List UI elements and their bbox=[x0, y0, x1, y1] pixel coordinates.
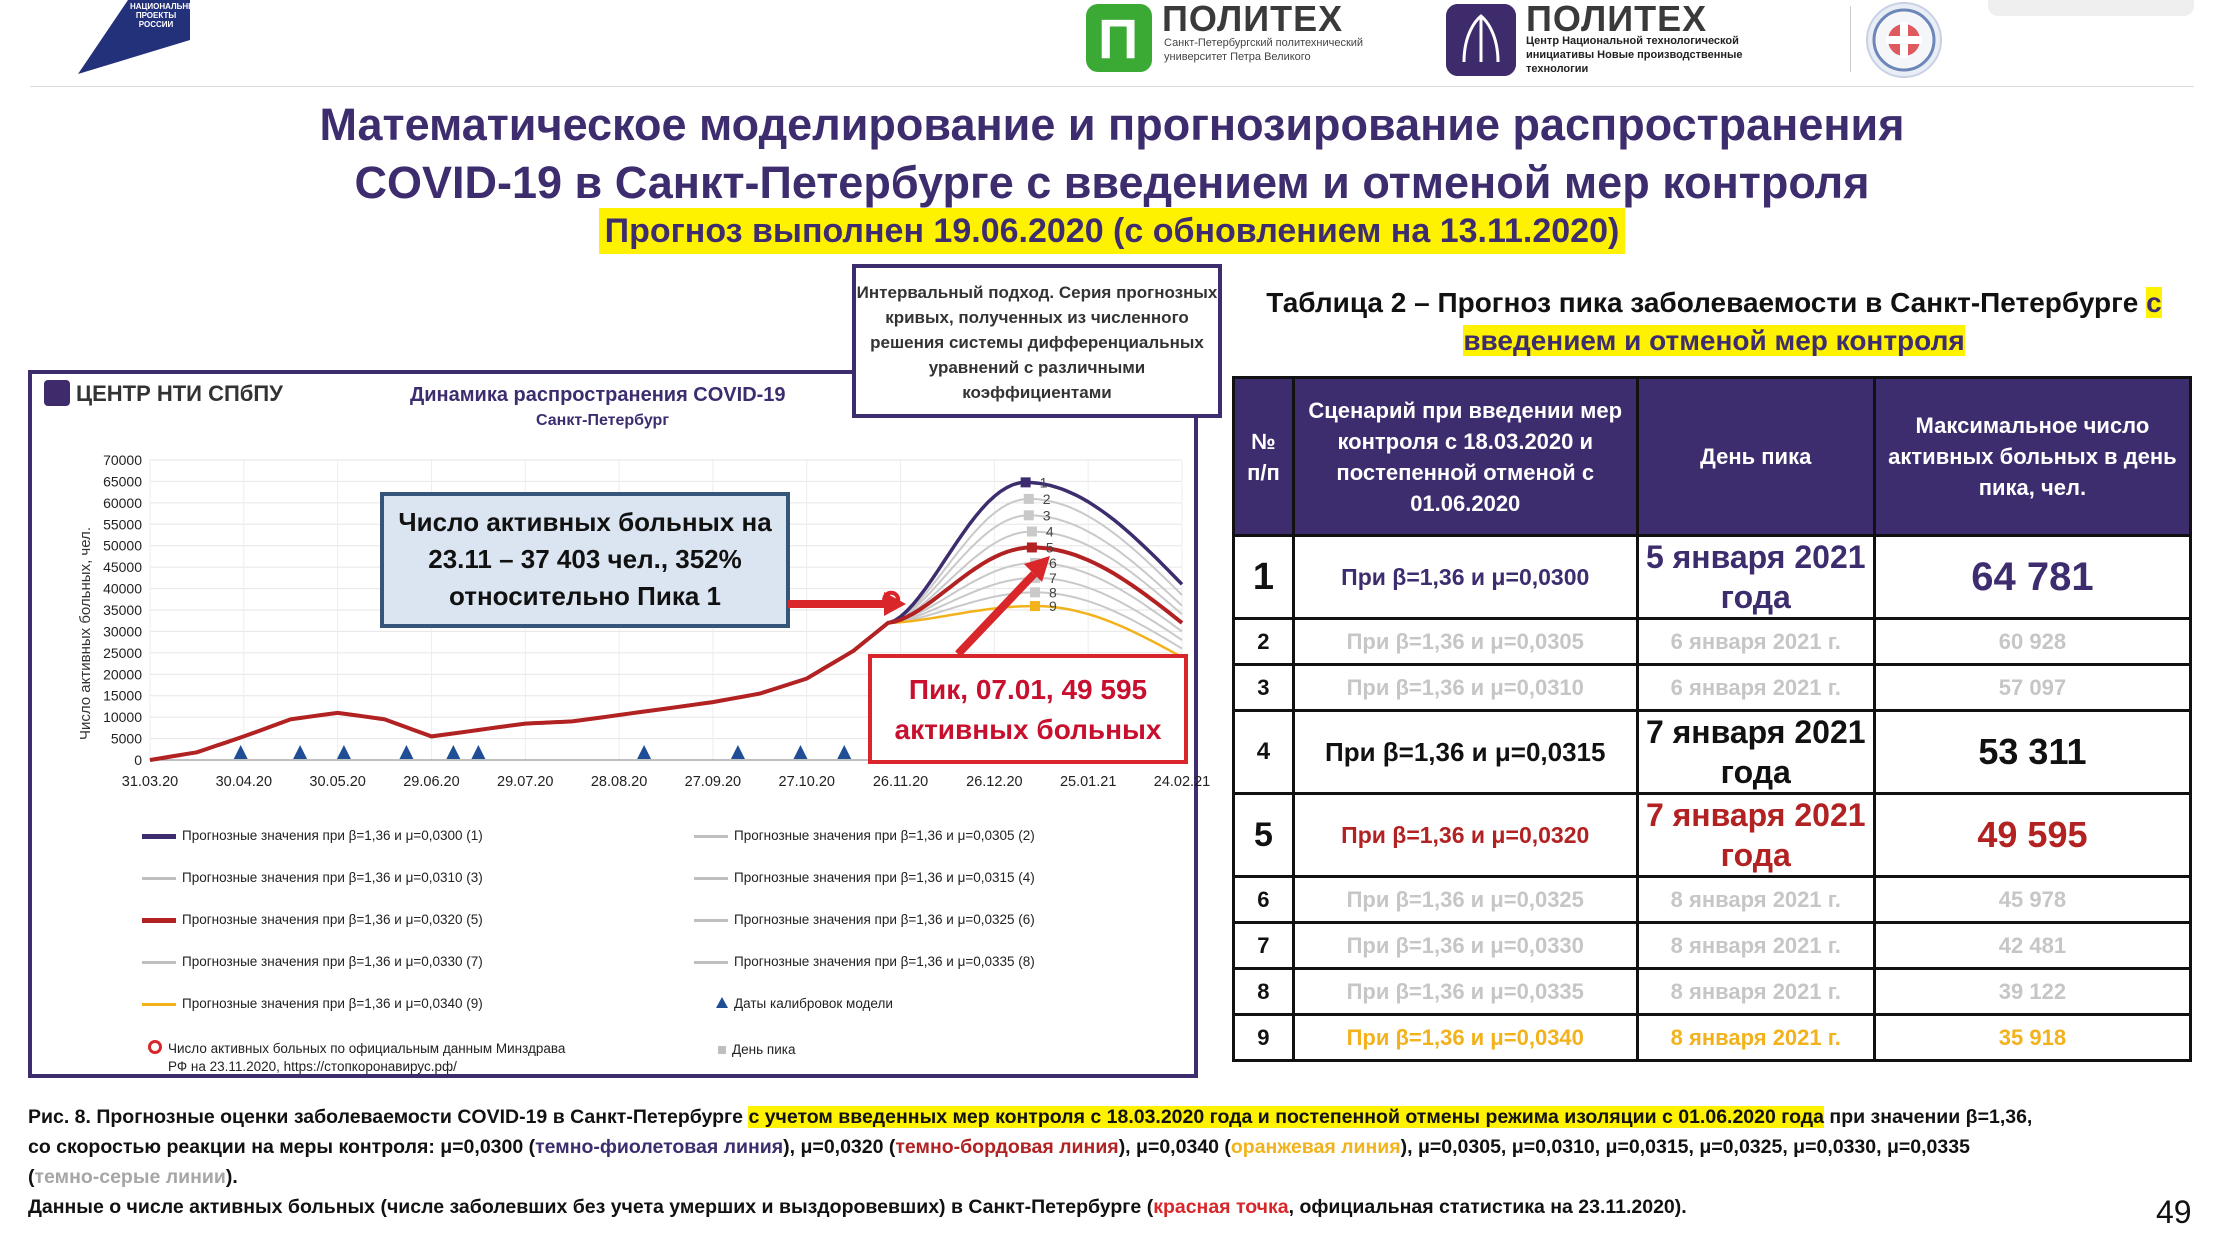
table-header-max-cases: Максимальное число активных больных в день пика, чел. bbox=[1874, 378, 2190, 536]
caption-line2: со скоростью реакции на меры контроля: μ=0,0300 (темно-фиолетовая линия), μ=0,0320 (темно-бордовая линия), μ=0,0340 (оранжевая линия), μ=0,0305, μ=0,0310, μ=0,0315, μ=0,0325, μ=0,0330, μ=0,0335 bbox=[28, 1136, 1970, 1158]
subtitle-wrap bbox=[0, 208, 2224, 254]
x-tick-label: 29.07.20 bbox=[497, 774, 554, 790]
legend-swatch bbox=[142, 877, 176, 880]
y-tick-label: 55000 bbox=[103, 516, 142, 533]
x-tick-label: 25.01.21 bbox=[1059, 774, 1117, 790]
legend-label: Прогнозные значения при β=1,36 и μ=0,0325 (6) bbox=[734, 912, 1035, 927]
legend-swatch bbox=[716, 997, 728, 1008]
legend-swatch bbox=[694, 877, 728, 880]
peak-label: 8 bbox=[1049, 584, 1057, 601]
page-number: 49 bbox=[2156, 1194, 2192, 1230]
header-divider bbox=[30, 86, 2194, 87]
table-row: 2 При β=1,36 и μ=0,0305 6 января 2021 г. 60 928 bbox=[1234, 619, 2191, 665]
table-row: 4 При β=1,36 и μ=0,0315 7 января 2021 года 53 311 bbox=[1234, 711, 2191, 794]
figure-caption bbox=[28, 1102, 2138, 1222]
calibration-marker bbox=[293, 745, 307, 759]
peak-forecast-table bbox=[1232, 376, 2192, 1062]
chart-logo-text: ЦЕНТР НТИ СПбПУ bbox=[76, 381, 283, 406]
y-tick-label: 40000 bbox=[103, 580, 142, 597]
nti-name: ПОЛИТЕХ bbox=[1526, 0, 1708, 39]
legend-item bbox=[142, 1040, 588, 1076]
corner-tab bbox=[1988, 0, 2194, 16]
y-tick-label: 30000 bbox=[103, 623, 142, 640]
peak-label: 1 bbox=[1039, 474, 1048, 491]
nti-small-icon bbox=[44, 380, 70, 406]
peak-label: 7 bbox=[1049, 569, 1057, 586]
nti-logo-icon bbox=[1446, 4, 1516, 76]
x-tick-label: 26.12.20 bbox=[966, 774, 1023, 790]
table-row: 5 При β=1,36 и μ=0,0320 7 января 2021 года 49 595 bbox=[1234, 794, 2191, 877]
calibration-marker bbox=[337, 745, 351, 759]
legend-item bbox=[142, 870, 483, 885]
legend-label: Прогнозные значения при β=1,36 и μ=0,0300 (1) bbox=[182, 828, 483, 843]
legend-item bbox=[142, 996, 483, 1011]
legend-item bbox=[142, 912, 483, 927]
nti-subtitle: Центр Национальной технологической инициативы Новые производственные технологии bbox=[1526, 35, 1743, 75]
page-title-line2: COVID-19 в Санкт-Петербурге с введением и отменой мер контроля bbox=[354, 157, 1870, 208]
calibration-marker bbox=[837, 745, 851, 759]
active-cases-arrow bbox=[788, 584, 908, 624]
table-row: 6 При β=1,36 и μ=0,0325 8 января 2021 г. 45 978 bbox=[1234, 877, 2191, 923]
chart-title: Динамика распространения COVID-19 bbox=[410, 384, 786, 406]
forecast-date-subtitle: Прогноз выполнен 19.06.2020 (с обновлением на 13.11.2020) bbox=[599, 208, 1626, 254]
legend-swatch bbox=[142, 918, 176, 923]
x-tick-label: 28.08.20 bbox=[590, 774, 648, 790]
legend-item bbox=[694, 996, 893, 1011]
table-header-peak-day: День пика bbox=[1637, 378, 1874, 536]
legend-label: Прогнозные значения при β=1,36 и μ=0,0330 (7) bbox=[182, 954, 483, 969]
calibration-marker bbox=[793, 745, 807, 759]
legend-item bbox=[142, 828, 483, 843]
x-tick-label: 30.05.20 bbox=[309, 774, 366, 790]
y-tick-label: 45000 bbox=[103, 559, 142, 576]
table-row: 7 При β=1,36 и μ=0,0330 8 января 2021 г. 42 481 bbox=[1234, 923, 2191, 969]
x-tick-label: 27.10.20 bbox=[778, 774, 835, 790]
peak-marker bbox=[1024, 510, 1034, 520]
legend-swatch bbox=[694, 919, 728, 922]
y-tick-label: 65000 bbox=[103, 473, 142, 490]
polytech-logo-icon: П bbox=[1086, 4, 1152, 72]
legend-item bbox=[694, 912, 1035, 927]
table-row: 3 При β=1,36 и μ=0,0310 6 января 2021 г. 57 097 bbox=[1234, 665, 2191, 711]
x-tick-label: 29.06.20 bbox=[403, 774, 460, 790]
peak-label: 9 bbox=[1049, 598, 1057, 615]
legend-item bbox=[694, 1042, 795, 1057]
header-separator bbox=[1850, 6, 1851, 72]
peak-label: 4 bbox=[1045, 523, 1054, 540]
y-tick-label: 50000 bbox=[103, 537, 142, 554]
legend-swatch bbox=[718, 1046, 726, 1054]
caption-line1: Рис. 8. Прогнозные оценки заболеваемости COVID-19 в Санкт-Петербурге с учетом введенных мер контроля с 18.03.2020 года и постепенной отмены режима изоляции с 01.06.2020 года при значении β=1,36, bbox=[28, 1106, 2033, 1128]
y-tick-label: 35000 bbox=[103, 602, 142, 618]
emblem-logo bbox=[1866, 2, 1942, 78]
calibration-marker bbox=[399, 745, 413, 759]
polytech-subtitle: Санкт-Петербургский политехнический университет Петра Великого bbox=[1164, 37, 1364, 63]
calibration-marker bbox=[471, 745, 485, 759]
x-tick-label: 30.04.20 bbox=[215, 774, 273, 790]
chart-subtitle: Санкт-Петербург bbox=[536, 412, 669, 429]
x-tick-label: 24.02.21 bbox=[1153, 774, 1211, 790]
peak-label: 6 bbox=[1049, 554, 1057, 571]
x-tick-label: 26.11.20 bbox=[872, 774, 929, 790]
chart-logo bbox=[44, 380, 283, 407]
caption-line3: (темно-серые линии). bbox=[28, 1166, 238, 1188]
peak-marker bbox=[1021, 477, 1031, 487]
legend-swatch bbox=[694, 961, 728, 964]
calibration-marker bbox=[731, 745, 745, 759]
legend-label: Прогнозные значения при β=1,36 и μ=0,0310 (3) bbox=[182, 870, 483, 885]
table-title bbox=[1214, 284, 2214, 360]
table-header-scenario: Сценарий при введении мер контроля с 18.03.2020 и постепенной отменой с 01.06.2020 bbox=[1293, 378, 1637, 536]
legend-label: Прогнозные значения при β=1,36 и μ=0,0305 (2) bbox=[734, 828, 1035, 843]
legend-swatch bbox=[148, 1040, 162, 1054]
legend-item bbox=[694, 954, 1035, 969]
y-tick-label: 20000 bbox=[103, 666, 142, 683]
peak-label: 5 bbox=[1045, 539, 1054, 556]
table-row: 9 При β=1,36 и μ=0,0340 8 января 2021 г. 35 918 bbox=[1234, 1015, 2191, 1061]
active-cases-annotation: Число активных больных на 23.11 – 37 403 чел., 352% относительно Пика 1 bbox=[380, 492, 790, 628]
table-row: 1 При β=1,36 и μ=0,0300 5 января 2021 года 64 781 bbox=[1234, 536, 2191, 619]
legend-item bbox=[694, 870, 1035, 885]
calibration-marker bbox=[446, 745, 460, 759]
legend-label: Прогнозные значения при β=1,36 и μ=0,0315 (4) bbox=[734, 870, 1035, 885]
legend-swatch bbox=[694, 835, 728, 838]
legend-item bbox=[142, 954, 483, 969]
calibration-marker bbox=[637, 745, 651, 759]
x-tick-label: 31.03.20 bbox=[121, 774, 179, 790]
peak-arrow bbox=[950, 550, 1060, 660]
peak-marker bbox=[1024, 494, 1034, 504]
legend-label: Прогнозные значения при β=1,36 и μ=0,0320 (5) bbox=[182, 912, 483, 927]
y-tick-label: 60000 bbox=[103, 494, 142, 511]
interval-approach-note: Интервальный подход. Серия прогнозных кривых, полученных из численного решения системы дифференциальных уравнений с различными коэффициентами bbox=[852, 264, 1222, 418]
table-title-text: Таблица 2 – Прогноз пика заболеваемости в Санкт-Петербурге bbox=[1266, 287, 2139, 318]
y-tick-label: 70000 bbox=[103, 452, 142, 468]
legend-label: Число активных больных по официальным данным Минздрава РФ на 23.11.2020, https://стопкоронавирус.рф/ bbox=[168, 1041, 566, 1074]
y-tick-label: 25000 bbox=[103, 644, 142, 661]
peak-marker bbox=[1027, 527, 1037, 537]
legend-item bbox=[694, 828, 1035, 843]
y-tick-label: 15000 bbox=[103, 687, 142, 704]
peak-label: 3 bbox=[1042, 507, 1051, 524]
table-row: 8 При β=1,36 и μ=0,0335 8 января 2021 г. 39 122 bbox=[1234, 969, 2191, 1015]
chart-y-axis-label: Число активных больных, чел. bbox=[77, 527, 94, 740]
x-tick-label: 27.09.20 bbox=[684, 774, 742, 790]
national-projects-text: НАЦИОНАЛЬНЫЕ ПРОЕКТЫ РОССИИ bbox=[130, 2, 202, 29]
peak-label: 2 bbox=[1042, 490, 1051, 507]
caption-line4: Данные о числе активных больных (числе заболевших без учета умерших и выздоровевших) в Санкт-Петербурге (красная точка, официальная статистика на 23.11.2020). bbox=[28, 1196, 1687, 1218]
peak-annotation: Пик, 07.01, 49 595 активных больных bbox=[868, 654, 1188, 764]
y-tick-label: 5000 bbox=[110, 730, 142, 747]
legend-swatch bbox=[142, 834, 176, 839]
y-tick-label: 10000 bbox=[103, 709, 142, 726]
legend-label: Даты калибровок модели bbox=[734, 996, 893, 1011]
legend-label: Прогнозные значения при β=1,36 и μ=0,0335 (8) bbox=[734, 954, 1035, 969]
legend-swatch bbox=[142, 961, 176, 964]
table-title-highlight: с введением и отменой мер контроля bbox=[1463, 287, 2162, 356]
legend-label: Прогнозные значения при β=1,36 и μ=0,0340 (9) bbox=[182, 996, 483, 1011]
legend-swatch bbox=[142, 1003, 176, 1006]
y-tick-label: 0 bbox=[134, 752, 142, 768]
calibration-marker bbox=[234, 745, 248, 759]
polytech-name: ПОЛИТЕХ bbox=[1162, 0, 1344, 39]
table-header-num: № п/п bbox=[1234, 378, 1294, 536]
legend-label: День пика bbox=[732, 1042, 796, 1057]
page-title-line1: Математическое моделирование и прогнозирование распространения bbox=[319, 99, 1905, 150]
